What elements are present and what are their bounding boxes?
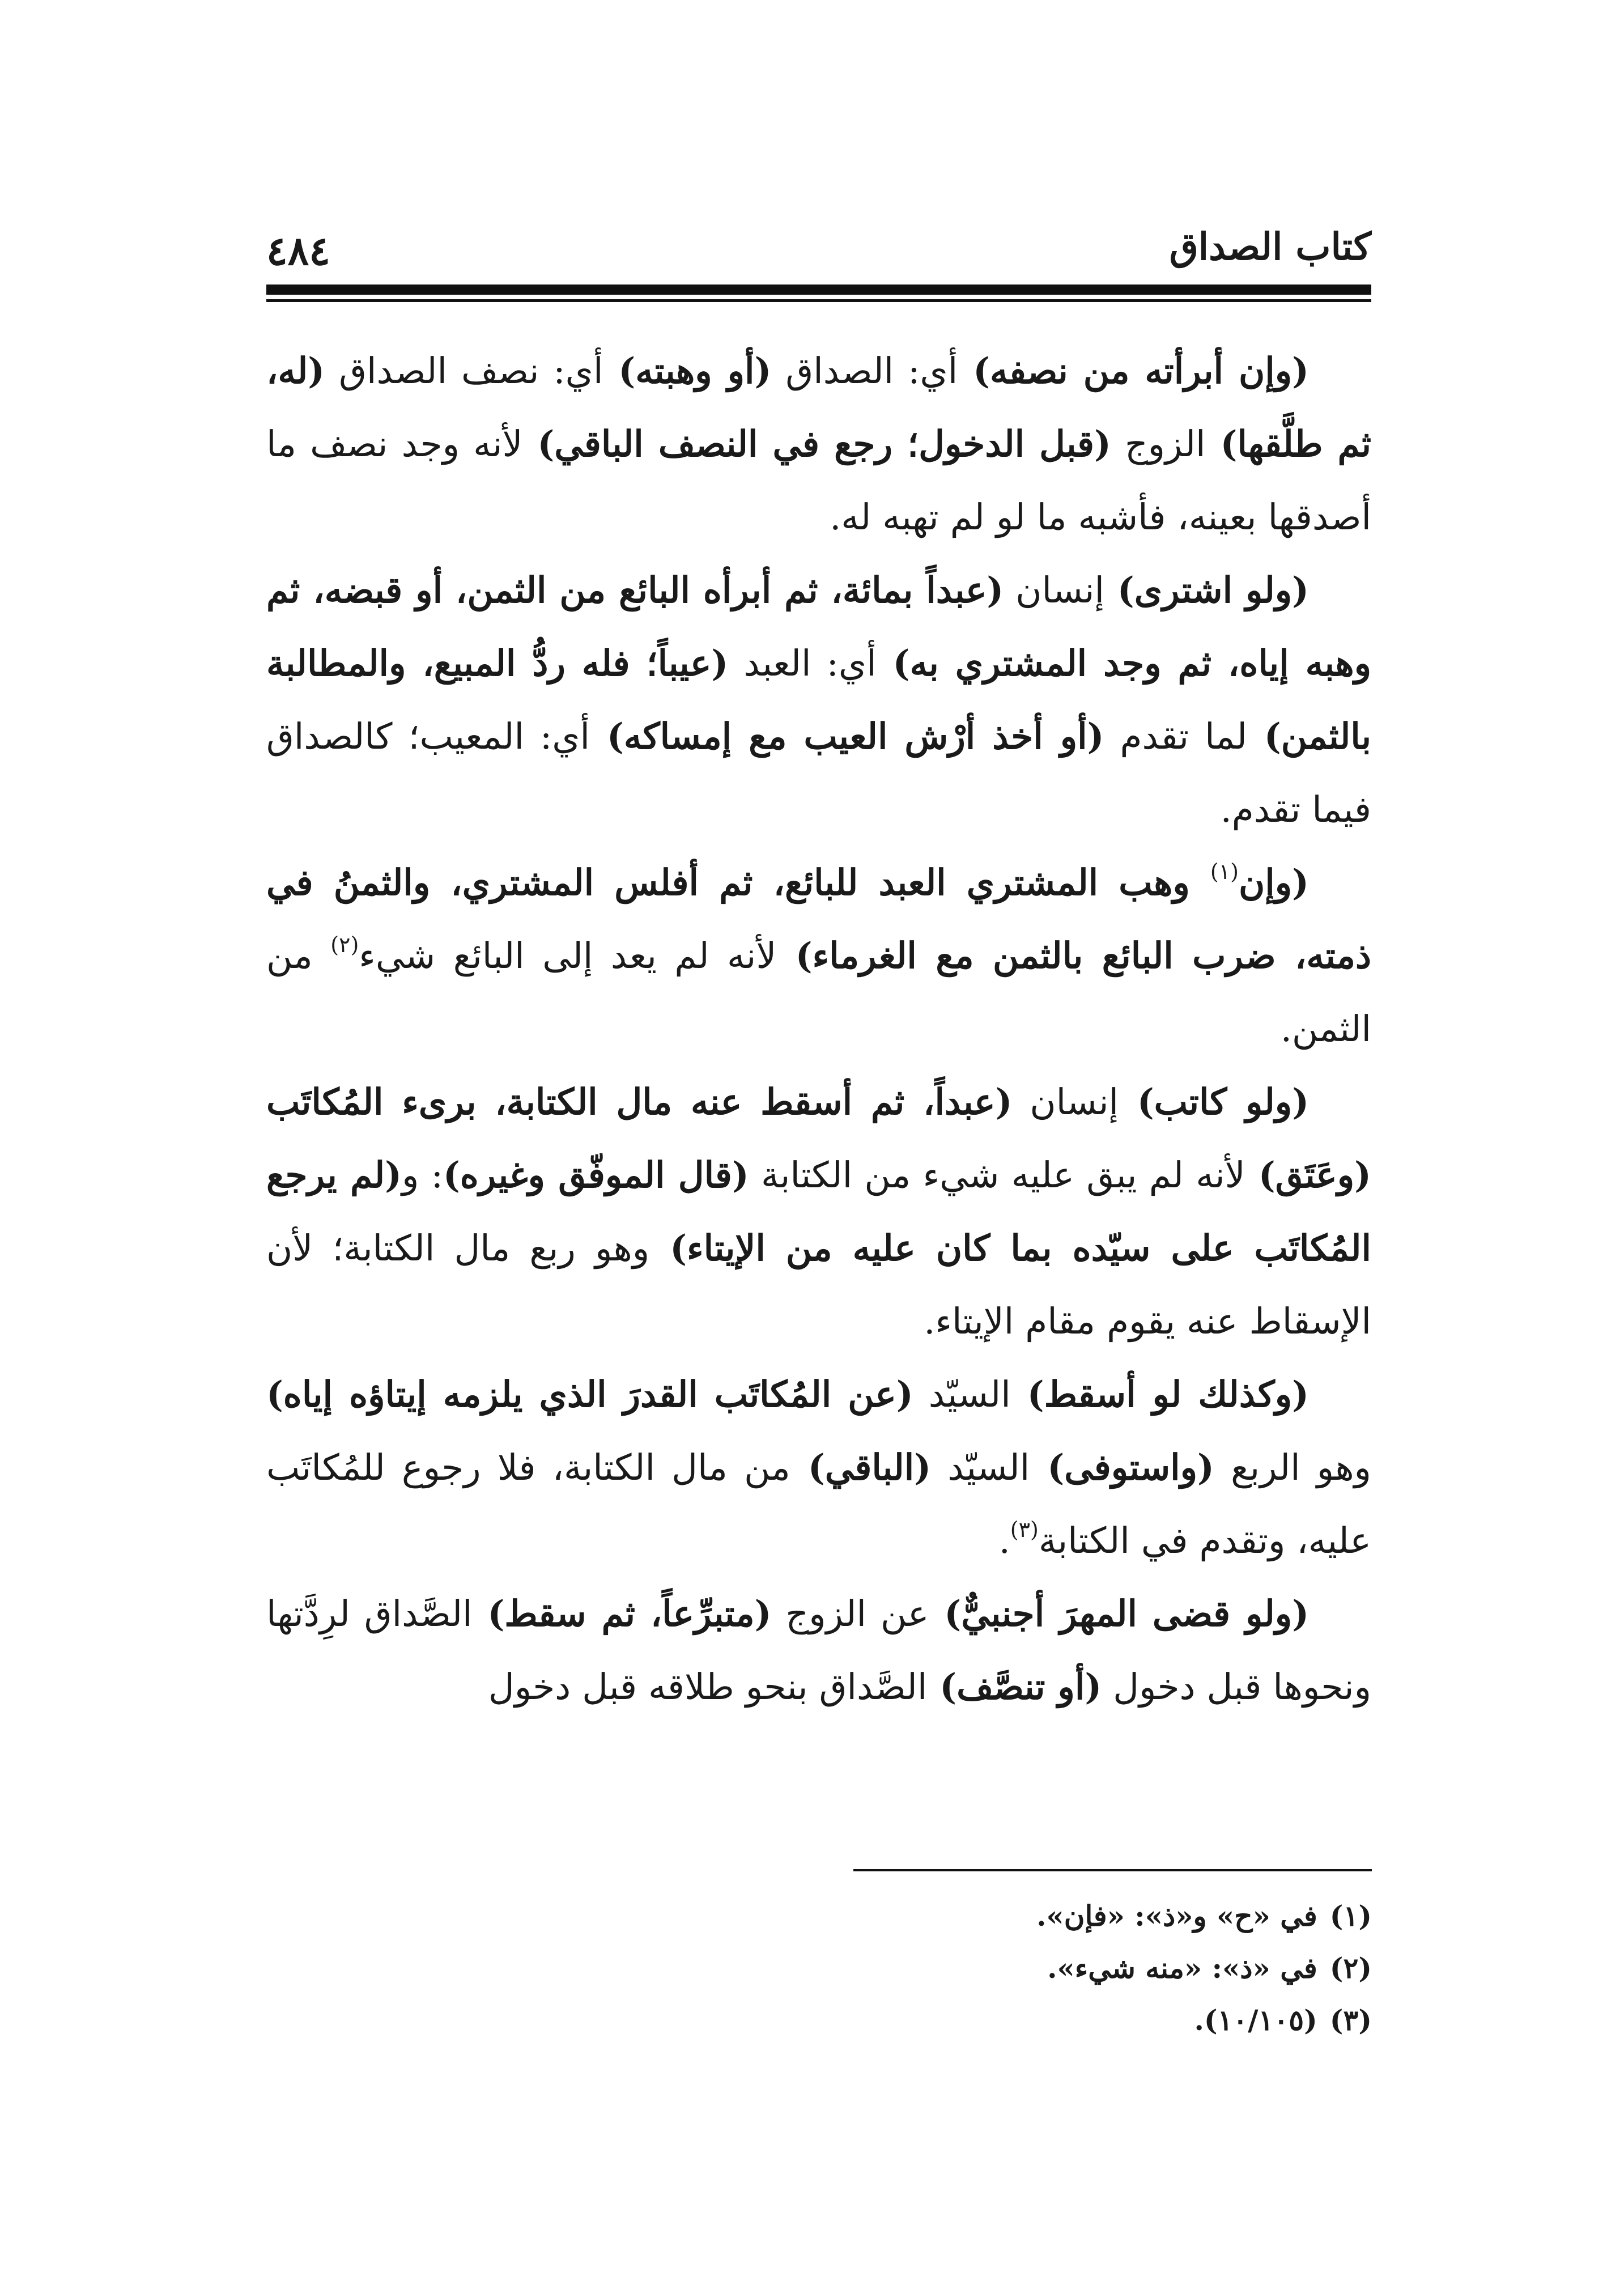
footnotes bbox=[267, 1890, 1372, 2046]
sharh-text: عن الزوج bbox=[771, 1593, 929, 1634]
footnote-item bbox=[267, 1942, 1372, 1994]
matn-text: (الباقي) bbox=[790, 1446, 932, 1488]
footnote-rule bbox=[853, 1869, 1372, 1871]
matn-text: (قبل الدخول؛ رجع في النصف الباقي) bbox=[522, 423, 1111, 465]
footnote-number: (٢) bbox=[1329, 1951, 1372, 1985]
matn-text: (أو وهبته) bbox=[603, 350, 772, 392]
paragraph bbox=[266, 1577, 1371, 1723]
sharh-text: من مال الكتابة، فلا رجوع للمُكاتَب عليه، وتقدم في الكتابة bbox=[266, 1447, 1371, 1561]
matn-text: (أو أخذ أرْش العيب مع إمساكه) bbox=[590, 715, 1104, 757]
paragraph bbox=[266, 846, 1371, 1065]
sharh-text: لما تقدم bbox=[1104, 716, 1247, 757]
sharh-text: إنسان bbox=[1004, 570, 1104, 611]
sharh-text: الصَّداق بنحو طلاقه قبل دخول bbox=[488, 1666, 928, 1708]
matn-text: (متبرِّعاً، ثم سقط) bbox=[472, 1593, 772, 1634]
matn-text: (له، ثم طلَّقها) bbox=[266, 350, 1371, 465]
sharh-text: أي: الصداق bbox=[771, 350, 958, 392]
paragraph bbox=[266, 1065, 1371, 1358]
footnote-reference: (١) bbox=[1210, 859, 1239, 884]
sharh-text: الصَّداق لرِدَّتها ونحوها قبل دخول bbox=[266, 1593, 1371, 1708]
matn-text: (عبداً، ثم أسقط عنه مال الكتابة، برىء المُكاتَب (وعَتَق) bbox=[266, 1081, 1371, 1196]
footnote-reference: (٢) bbox=[330, 932, 359, 957]
matn-text: (ولو كاتب) bbox=[1119, 1081, 1309, 1123]
footnote-reference: (٣) bbox=[1010, 1517, 1039, 1542]
footnote-number: (١) bbox=[1329, 1899, 1372, 1933]
footnote-text: في «ذ»: «منه شيء». bbox=[1047, 1951, 1317, 1985]
sharh-text: الزوج bbox=[1111, 423, 1206, 465]
matn-text: (عبداً بمائة، ثم أبرأه البائع من الثمن، أو قبضه، ثم وهبه إياه، ثم وجد المشتري به) bbox=[266, 569, 1372, 684]
sharh-text: وهو ربع مال الكتابة؛ لأن الإسقاط عنه يقوم مقام الإيتاء. bbox=[266, 1228, 1371, 1342]
footnote-text: (١٠/١٠٥). bbox=[1194, 2003, 1317, 2037]
paragraph bbox=[266, 334, 1371, 554]
header-rule-thin bbox=[266, 299, 1371, 302]
sharh-text: السيّد bbox=[931, 1447, 1030, 1488]
sharh-text: لأنه لم يبق عليه شيء من الكتابة bbox=[749, 1154, 1245, 1196]
sharh-text: إنسان bbox=[1012, 1081, 1119, 1123]
sharh-text: أي: المعيب؛ كالصداق فيما تقدم. bbox=[266, 716, 1371, 830]
body-text bbox=[266, 334, 1371, 1723]
page-header bbox=[266, 221, 1371, 275]
matn-text: (عن المُكاتَب القدرَ الذي يلزمه إيتاؤه إياه) bbox=[266, 1373, 913, 1415]
matn-text: (عيباً؛ فله ردُّ المبيع، والمطالبة بالثمن) bbox=[266, 642, 1372, 757]
sharh-text: لأنه لم يعد إلى البائع شيء bbox=[359, 935, 777, 976]
matn-text: (واستوفى) bbox=[1030, 1446, 1214, 1488]
sharh-text: أي: العبد bbox=[728, 643, 877, 684]
matn-text: (ولو اشترى) bbox=[1104, 569, 1309, 611]
paragraph bbox=[266, 1358, 1371, 1577]
page-number: ٤٨٤ bbox=[266, 227, 330, 274]
header-double-rule bbox=[266, 284, 1371, 305]
matn-text: (وكذلك لو أسقط) bbox=[1010, 1373, 1309, 1415]
sharh-text: أي: نصف الصداق bbox=[325, 350, 603, 392]
sharh-text: وهو الربع bbox=[1214, 1447, 1371, 1488]
matn-text: (ولو قضى المهرَ أجنبيٌّ) bbox=[929, 1593, 1310, 1634]
sharh-text: لأنه وجد نصف ما أصدقها بعينه، فأشبه ما لو لم تهبه له. bbox=[266, 423, 1371, 538]
sharh-text: . bbox=[998, 1520, 1010, 1561]
running-title: كتاب الصداق bbox=[1169, 224, 1371, 269]
footnote-item bbox=[267, 1994, 1372, 2046]
matn-text: (وإن bbox=[1238, 861, 1309, 903]
sharh-text: : و bbox=[401, 1154, 443, 1196]
footnote-number: (٣) bbox=[1329, 2003, 1372, 2037]
footnote-text: في «ح» و«ذ»: «فإن». bbox=[1036, 1899, 1317, 1933]
matn-text: (قال الموفّق وغيره) bbox=[443, 1154, 749, 1196]
matn-text: (أو تنصَّف) bbox=[927, 1666, 1102, 1708]
paragraph bbox=[266, 554, 1371, 846]
header-rule-thick bbox=[266, 284, 1371, 295]
footnote-item bbox=[267, 1890, 1372, 1942]
matn-text: (لم يرجع المُكاتَب على سيّده بما كان عليه من الإيتاء) bbox=[266, 1154, 1371, 1269]
sharh-text: السيّد bbox=[913, 1374, 1011, 1415]
matn-text: وهب المشتري العبد للبائع، ثم أفلس المشتري، والثمنُ في ذمته، ضرب البائع بالثمن مع الغرماء) bbox=[266, 861, 1372, 976]
matn-text: (وإن أبرأته من نصفه) bbox=[958, 350, 1309, 392]
sharh-text: من الثمن. bbox=[266, 935, 1371, 1050]
